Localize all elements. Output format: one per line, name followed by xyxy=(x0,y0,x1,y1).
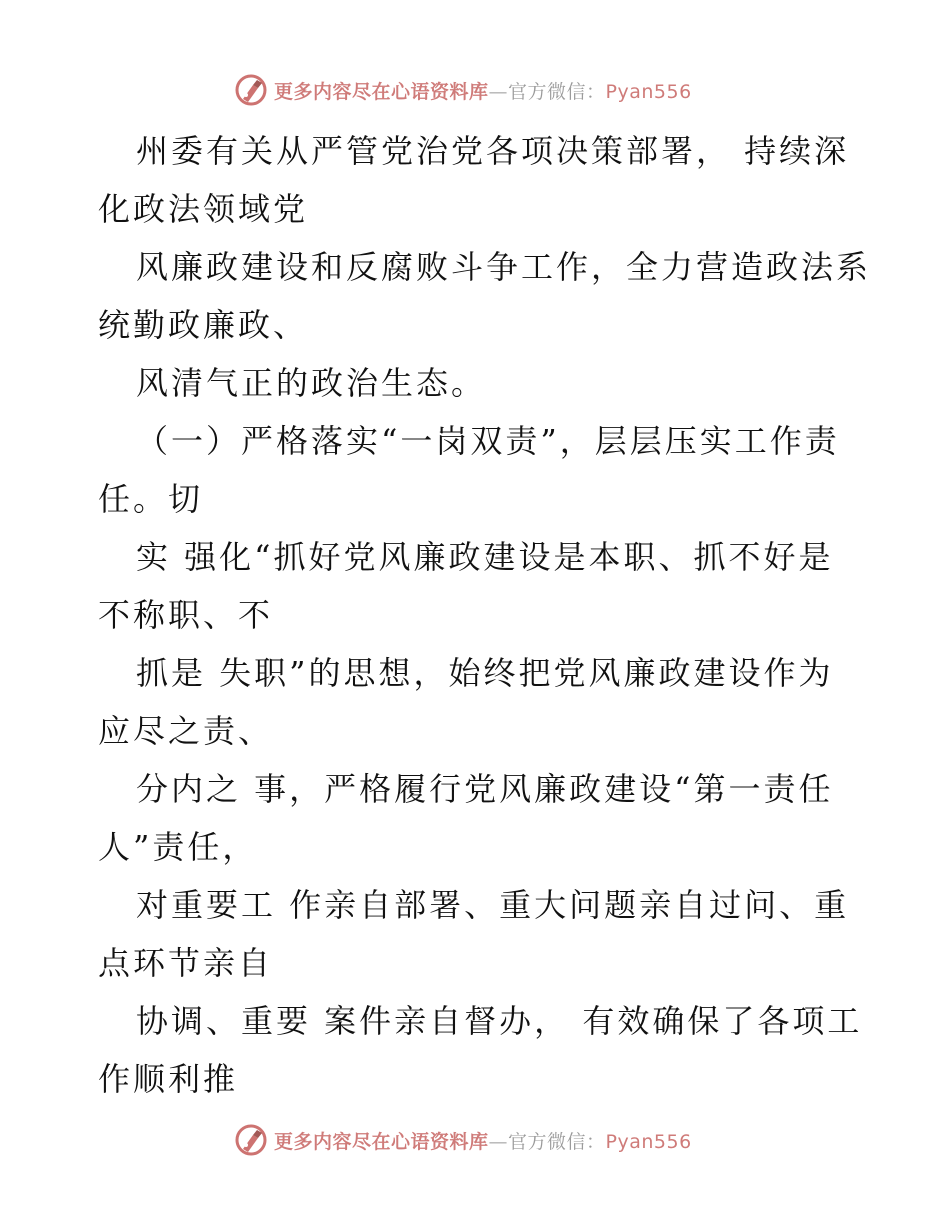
document-body xyxy=(98,122,872,1108)
pen-nib-logo-icon xyxy=(234,73,268,107)
header-dash: — xyxy=(488,80,509,103)
footer-official-label: 官方微信： xyxy=(508,1130,606,1153)
body-line: 应尽之责、 xyxy=(98,712,274,750)
footer-dash: — xyxy=(488,1130,509,1153)
body-line: 统勤政廉政、 xyxy=(98,306,309,344)
body-line: 协调、重要 案件亲自督办， 有效确保了各项工 xyxy=(136,1002,863,1040)
body-line: 作顺利推 xyxy=(98,1060,239,1098)
footer-wechat-id: Pyan556 xyxy=(605,1130,692,1153)
body-line: 对重要工 作亲自部署、重大问题亲自过问、重 xyxy=(136,886,850,924)
body-line: 任。切 xyxy=(98,480,204,518)
header-official-label: 官方微信： xyxy=(508,80,606,103)
header-watermark-banner xyxy=(234,72,692,108)
body-line: 分内之 事，严格履行党风廉政建设“第一责任 xyxy=(136,770,834,808)
body-line: 抓是 失职”的思想，始终把党风廉政建设作为 xyxy=(136,654,834,692)
body-line: 不称职、不 xyxy=(98,596,274,634)
body-line: （一）严格落实“一岗双责”，层层压实工作责 xyxy=(136,422,840,460)
body-line: 点环节亲自 xyxy=(98,944,274,982)
body-line: 实 强化“抓好党风廉政建设是本职、抓不好是 xyxy=(136,538,834,576)
header-banner-text xyxy=(274,77,692,104)
body-line: 风清气正的政治生态。 xyxy=(136,364,487,402)
footer-brand-text: 更多内容尽在心语资料库 xyxy=(274,1130,489,1153)
footer-watermark-banner xyxy=(234,1122,692,1158)
body-line: 化政法领域党 xyxy=(98,190,309,228)
body-line: 州委有关从严管党治党各项决策部署， 持续深 xyxy=(136,132,850,170)
header-brand-text: 更多内容尽在心语资料库 xyxy=(274,80,489,103)
footer-banner-text xyxy=(274,1127,692,1154)
pen-nib-logo-icon xyxy=(234,1123,268,1157)
body-line: 风廉政建设和反腐败斗争工作，全力营造政法系 xyxy=(136,248,872,286)
body-line: 人”责任， xyxy=(98,828,258,866)
header-wechat-id: Pyan556 xyxy=(605,80,692,103)
